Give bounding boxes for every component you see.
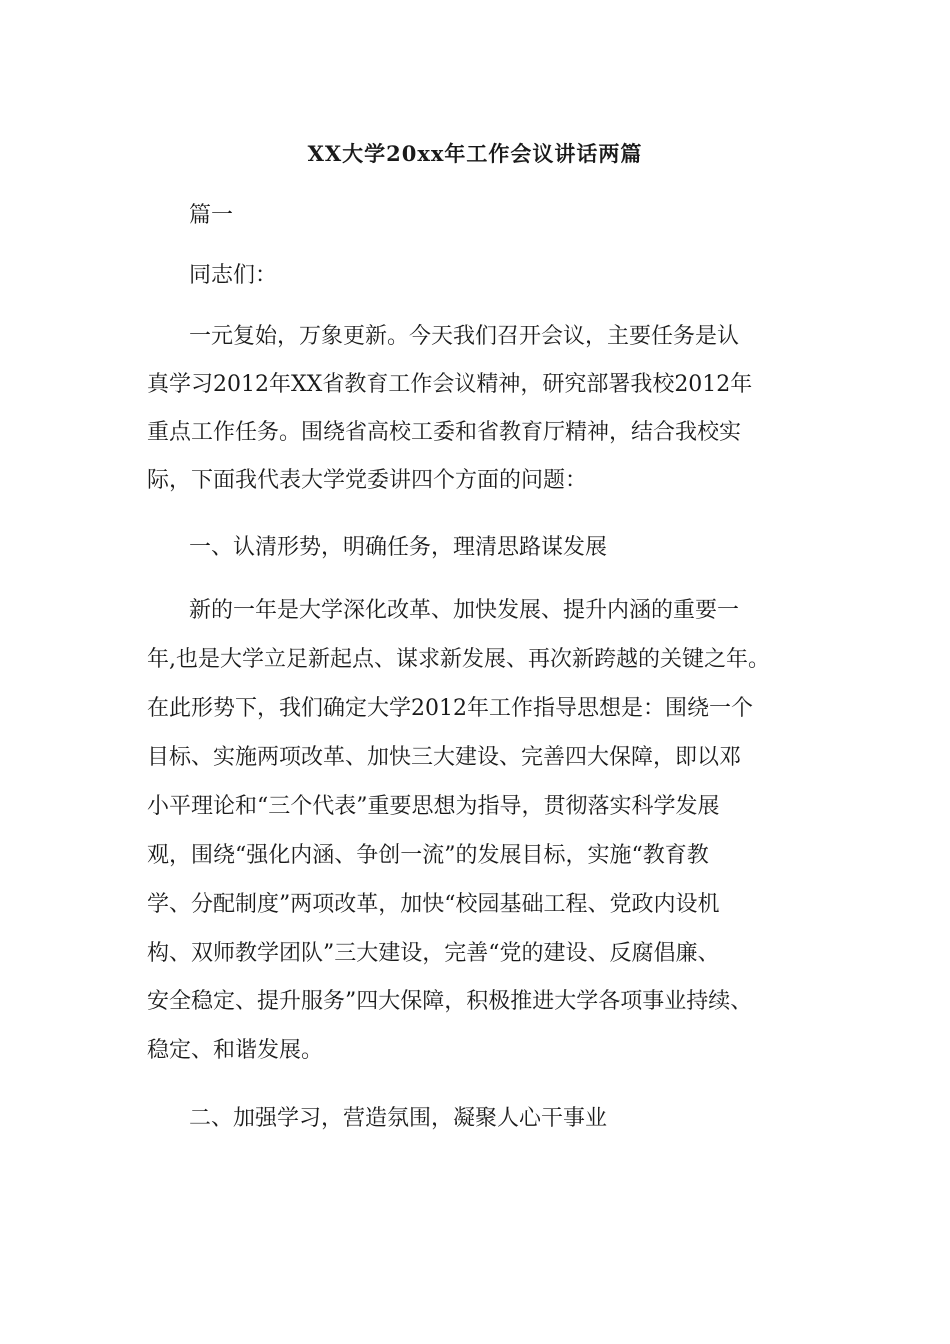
- paragraph-line: 观，围绕“强化内涵、争创一流”的发展目标，实施“教育教: [147, 843, 709, 868]
- paragraph-line: 在此形势下，我们确定大学2012年工作指导思想是：围绕一个: [147, 696, 753, 721]
- paragraph-line: 新的一年是大学深化改革、加快发展、提升内涵的重要一: [189, 598, 740, 623]
- paragraph-line: 一元复始，万象更新。今天我们召开会议，主要任务是认: [189, 324, 740, 349]
- paragraph-line: 学、分配制度”两项改革，加快“校园基础工程、党政内设机: [147, 892, 720, 917]
- paragraph-line: 际，下面我代表大学党委讲四个方面的问题：: [147, 468, 588, 493]
- salutation: 同志们：: [189, 263, 278, 288]
- section-label: 篇一: [189, 203, 234, 228]
- paragraph-line: 目标、实施两项改革、加快三大建设、完善四大保障，即以邓: [147, 745, 742, 770]
- section-heading: 二、加强学习，营造氛围，凝聚人心干事业: [189, 1106, 608, 1131]
- section-heading: 一、认清形势，明确任务，理清思路谋发展: [189, 535, 608, 560]
- paragraph-line: 年,也是大学立足新起点、谋求新发展、再次新跨越的关键之年。: [147, 647, 770, 672]
- paragraph-line: 安全稳定、提升服务”四大保障，积极推进大学各项事业持续、: [147, 989, 753, 1014]
- paragraph-line: 小平理论和“三个代表”重要思想为指导，贯彻落实科学发展: [147, 794, 720, 819]
- document-title: XX大学20xx年工作会议讲话两篇: [307, 141, 643, 166]
- paragraph-line: 真学习2012年XX省教育工作会议精神，研究部署我校2012年: [147, 372, 753, 397]
- paragraph-line: 稳定、和谐发展。: [147, 1038, 324, 1063]
- paragraph-line: 构、双师教学团队”三大建设，完善“党的建设、反腐倡廉、: [147, 941, 720, 966]
- paragraph-line: 重点工作任务。围绕省高校工委和省教育厅精神，结合我校实: [147, 420, 742, 445]
